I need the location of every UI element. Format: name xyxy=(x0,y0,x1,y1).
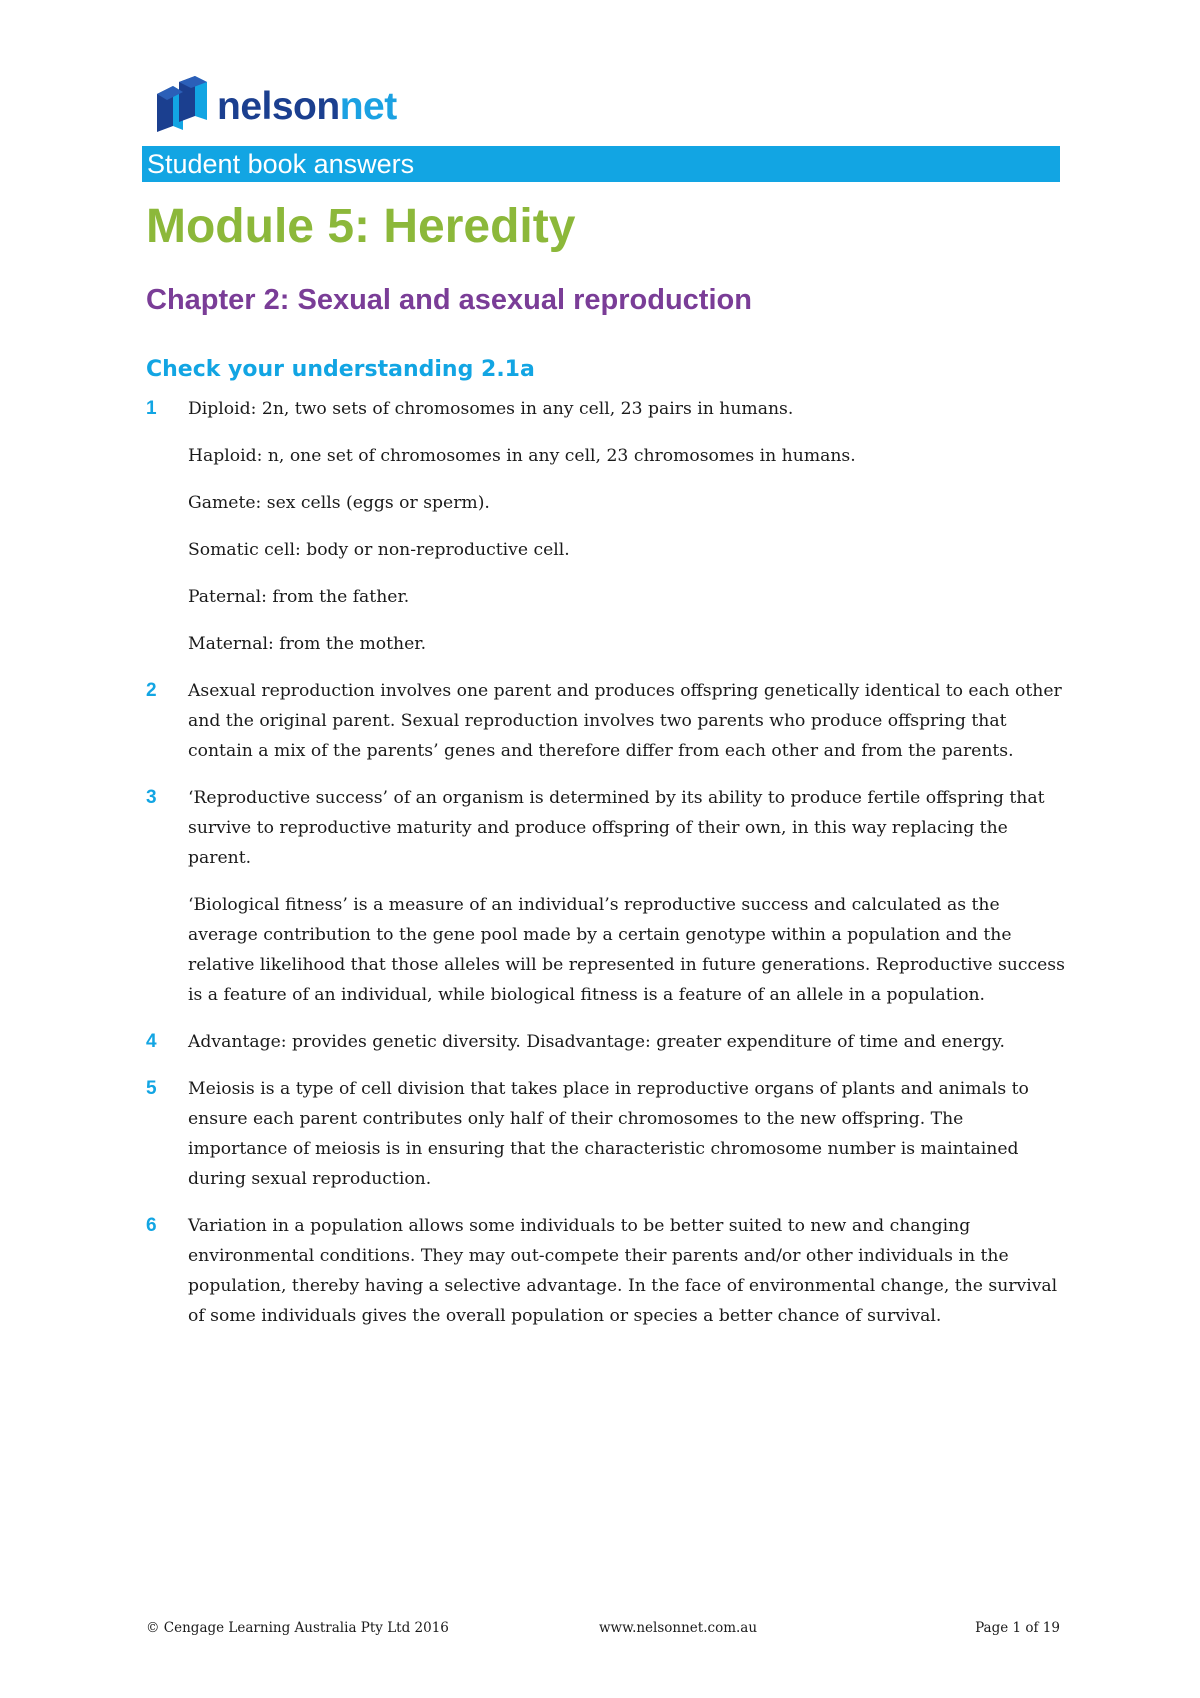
footer-page-number: Page 1 of 19 xyxy=(975,1620,1060,1636)
answer-paragraph: Asexual reproduction involves one parent and produces offspring genetically identical to each other and the original parent. Sexual reproduction involves two parents who produce offspring that contain a mix of the parents’ genes and therefore differ from each other and from the parents. xyxy=(188,681,1062,761)
header-band xyxy=(142,146,1060,182)
answer-paragraph: Meiosis is a type of cell division that takes place in reproductive organs of plants and animals to ensure each parent contributes only half of their chromosomes to the new offspring. The importance of meiosis is in ensuring that the characteristic chromosome number is maintained during sexual reproduction. xyxy=(188,1079,1029,1189)
answer-item xyxy=(146,394,1066,659)
answer-item xyxy=(146,1074,1066,1194)
answer-number: 1 xyxy=(146,398,157,419)
answer-paragraph: Paternal: from the father. xyxy=(188,587,410,607)
header-band-label: Student book answers xyxy=(147,149,415,179)
answer-item xyxy=(146,1027,1066,1057)
nelsonnet-logo xyxy=(153,74,397,138)
answer-paragraph: Variation in a population allows some individuals to be better suited to new and changing environmental conditions. They may out-compete their parents and/or other individuals in the population, thereby having a selective advantage. In the face of environmental change, the survival of some individuals gives the overall population or species a better chance of survival. xyxy=(188,1216,1058,1326)
answer-number: 4 xyxy=(146,1031,157,1052)
answer-paragraph: ‘Reproductive success’ of an organism is determined by its ability to produce fertile offspring that survive to reproductive maturity and produce offspring of their own, in this way replacing the parent. xyxy=(188,788,1045,868)
answers-list xyxy=(146,394,1066,1348)
section-title: Check your understanding 2.1a xyxy=(146,357,535,382)
logo-wordmark-nelson: nelson xyxy=(217,84,340,128)
answer-number: 5 xyxy=(146,1078,157,1099)
answer-item xyxy=(146,1211,1066,1331)
answer-paragraph: Diploid: 2n, two sets of chromosomes in any cell, 23 pairs in humans. xyxy=(188,399,794,419)
chapter-title: Chapter 2: Sexual and asexual reproduction xyxy=(146,284,752,316)
answer-paragraph: Gamete: sex cells (eggs or sperm). xyxy=(188,493,490,513)
answer-number: 6 xyxy=(146,1215,157,1236)
nelsonnet-logo-icon xyxy=(153,76,213,136)
answer-number: 2 xyxy=(146,680,157,701)
page-footer xyxy=(146,1616,1060,1640)
answer-paragraph: Somatic cell: body or non-reproductive cell. xyxy=(188,540,570,560)
answer-item xyxy=(146,676,1066,766)
answer-paragraph: ‘Biological fitness’ is a measure of an individual’s reproductive success and calculated as the average contribution to the gene pool made by a certain genotype within a population and the relative likelihood that those alleles will be represented in future generations. Reproductive success is a feature of an individual, while biological fitness is a feature of an allele in a population. xyxy=(188,895,1065,1005)
logo-wordmark-net: net xyxy=(339,84,397,128)
footer-copyright: © Cengage Learning Australia Pty Ltd 2016 xyxy=(146,1620,449,1636)
answer-paragraph: Advantage: provides genetic diversity. Disadvantage: greater expenditure of time and energy. xyxy=(188,1032,1005,1052)
answer-item xyxy=(146,783,1066,1010)
module-title: Module 5: Heredity xyxy=(146,200,576,253)
answer-number: 3 xyxy=(146,787,157,808)
answer-paragraph: Haploid: n, one set of chromosomes in any cell, 23 chromosomes in humans. xyxy=(188,446,856,466)
footer-website: www.nelsonnet.com.au xyxy=(599,1620,758,1636)
answer-paragraph: Maternal: from the mother. xyxy=(188,634,427,654)
logo-wordmark xyxy=(217,84,397,128)
